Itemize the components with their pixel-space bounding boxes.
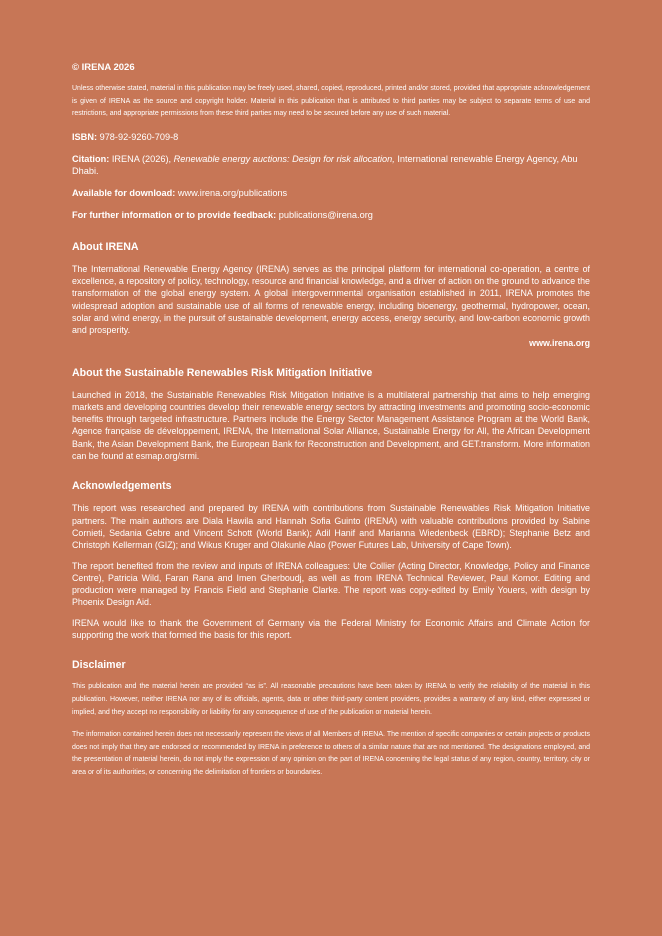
isbn-label: ISBN: (72, 131, 98, 142)
download-link[interactable]: www.irena.org/publications (177, 187, 288, 198)
download-label: Available for download: (72, 187, 176, 198)
citation-title: Renewable energy auctions: Design for risk allocation, (173, 153, 395, 164)
about-srmi-text: Launched in 2018, the Sustainable Renewables Risk Mitigation Initiative is a multilateral partnership that aims to help emerging markets and developing countries develop their renewable energy sectors by attracting investments and promoting socio-economic benefits through targeted infrastructure. Partners include the Energy Sector Management Assistance Program at the World Bank, Agence française de développement, IRENA, the International Solar Alliance, Sustainable Energy for All, the African Development Bank, the Asian Development Bank, the European Bank for Reconstruction and Development, and GET.transform. More information can be found at esmap.org/srmi. (72, 389, 590, 462)
citation-line (72, 153, 590, 177)
about-irena-text: The International Renewable Energy Agency (IRENA) serves as the principal platform for international co-operation, a centre of excellence, a repository of policy, technology, resource and financial knowledge, and a driver of action on the ground to advance the transformation of the global energy system. A global intergovernmental organisation established in 2011, IRENA promotes the widespread adoption and sustainable use of all forms of renewable energy, including bioenergy, geothermal, hydropower, ocean, solar and wind energy, in the pursuit of sustainable development, energy access, energy security, and low-carbon economic growth and prosperity. (72, 263, 590, 336)
about-irena-heading: About IRENA (72, 240, 139, 253)
citation-label: Citation: (72, 153, 110, 164)
legal-notice: Unless otherwise stated, material in this publication may be freely used, shared, copied, reproduced, printed and/or stored, provided that appropriate acknowledgement is given of IRENA as the source and copyright holder. Material in this publication that is attributed to third parties may be subject to separate terms of use and restrictions, and appropriate permissions from these third parties may need to be secured before any use of such material. (72, 85, 590, 118)
feedback-email-link[interactable]: publications@irena.org (278, 209, 373, 220)
download-line (72, 187, 590, 199)
feedback-label: For further information or to provide feedback: (72, 209, 277, 220)
citation-suffix: International renewable Energy Agency, Abu Dhabi. (72, 153, 578, 176)
feedback-line (72, 209, 590, 221)
disclaimer-heading: Disclaimer (72, 659, 126, 672)
acknowledgements-heading: Acknowledgements (72, 480, 172, 493)
about-srmi-heading: About the Sustainable Renewables Risk Mitigation Initiative (72, 366, 373, 379)
isbn-line (72, 131, 590, 143)
disclaimer-paragraph-2: The information contained herein does not necessarily represent the views of all Members of IRENA. The mention of specific companies or certain projects or products does not imply that they are endorsed or recommended by IRENA in preference to others of a similar nature that are not mentioned. The designations employed, and the presentation of material herein, do not imply the expression of any opinion on the part of IRENA concerning the legal status of any region, country, territory, city or area or of its authorities, or concerning the delimitation of frontiers or boundaries. (72, 731, 590, 776)
acknowledgements-paragraph-3: IRENA would like to thank the Government of Germany via the Federal Ministry for Economic Affairs and Climate Action for supporting the work that formed the basis for this report. (72, 617, 590, 641)
disclaimer-paragraph-1: This publication and the material herein are provided “as is”. All reasonable precautions have been taken by IRENA to verify the reliability of the material in this publication. However, neither IRENA nor any of its officials, agents, data or other third-party content providers, provides a warranty of any kind, either expressed or implied, and they accept no responsibility or liability for any consequence of use of the publication or material herein. (72, 683, 590, 716)
citation-prefix: IRENA (2026), (111, 153, 172, 164)
acknowledgements-paragraph-1: This report was researched and prepared by IRENA with contributions from Sustainable Renewables Risk Mitigation Initiative partners. The main authors are Diala Hawila and Hannah Sofia Guinto (IRENA) with valuable contributions provided by Sabine Cornieti, Sedania Gebre and Vincent Schott (World Bank); Adil Hanif and Marianna Wiedenbeck (EBRD); Stephanie Betz and Christoph Kellerman (GIZ); and Wikus Kruger and Olakunle Alao (Power Futures Lab, University of Cape Town). (72, 503, 590, 551)
copyright: © IRENA 2026 (72, 62, 135, 73)
irena-website-link[interactable]: www.irena.org (529, 337, 590, 348)
acknowledgements-paragraph-2: The report benefited from the review and inputs of IRENA colleagues: Ute Collier (Acting Director, Knowledge, Policy and Finance Centre), Patricia Wild, Faran Rana and Imen Gherboudj, as well as from IRENA Technical Reviewer, Paul Komor. Editing and production were managed by Francis Field and Stephanie Clarke. The report was copy-edited by Emily Youers, with design by Phoenix Design Aid. (72, 560, 590, 608)
isbn-value: 978-92-9260-709-8 (99, 131, 179, 142)
